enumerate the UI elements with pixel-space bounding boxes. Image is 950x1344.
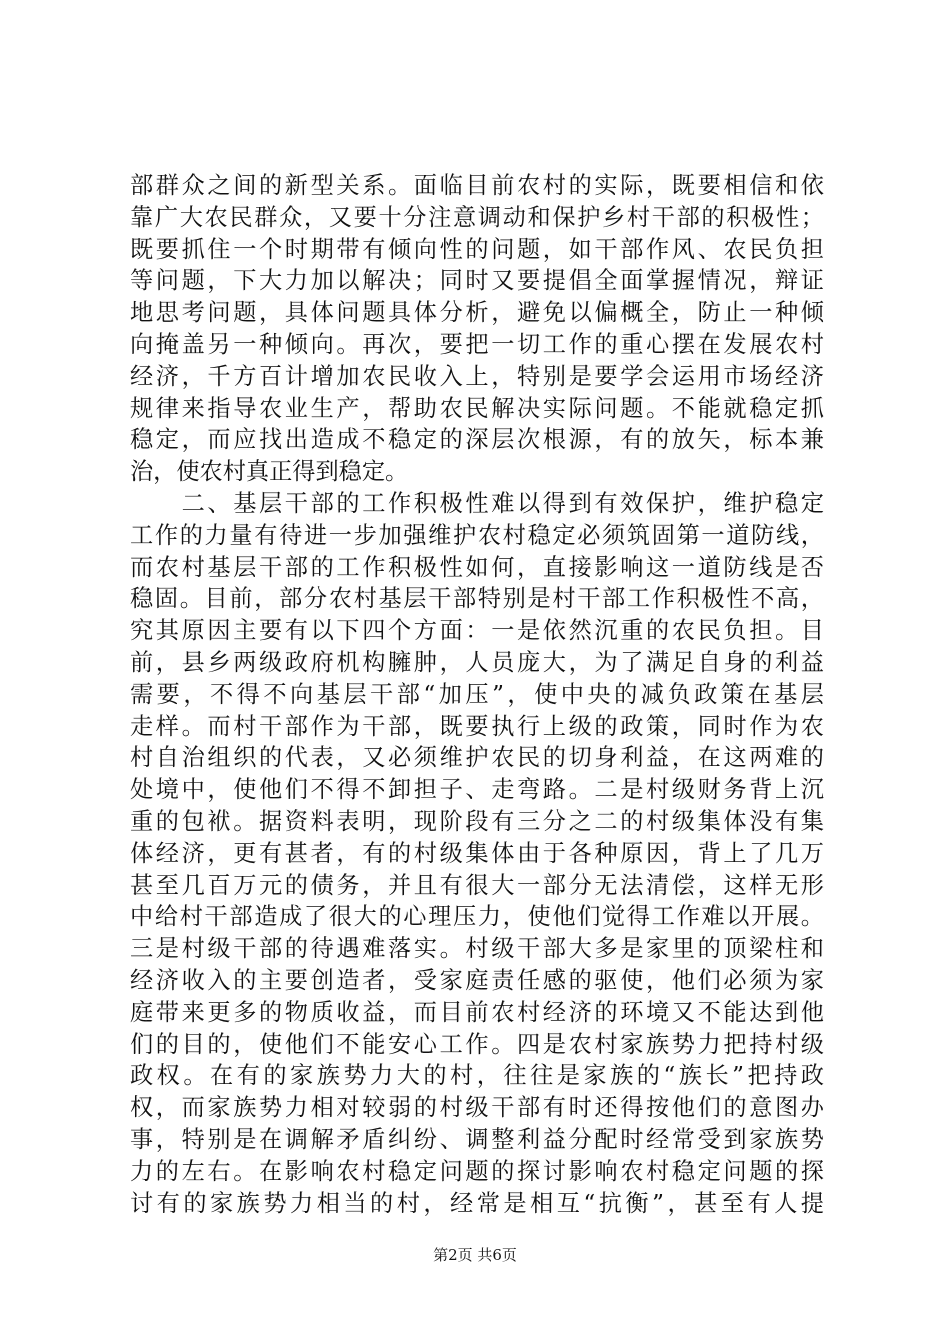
document-body	[130, 170, 824, 1219]
text-line: 向掩盖另一种倾向。再次，要把一切工作的重心摆在发展农村	[130, 330, 824, 358]
text-line: 处境中，使他们不得不卸担子、走弯路。二是村级财务背上沉	[130, 776, 824, 804]
text-line: 政权。在有的家族势力大的村，往往是家族的“族长”把持政	[130, 1062, 824, 1090]
text-line: 重的包袱。据资料表明，现阶段有三分之二的村级集体没有集	[130, 807, 824, 835]
text-line: 力的左右。在影响农村稳定问题的探讨影响农村稳定问题的探	[130, 1157, 824, 1185]
text-line: 前，县乡两级政府机构臃肿，人员庞大，为了满足自身的利益	[130, 648, 824, 676]
text-line: 地思考问题，具体问题具体分析，避免以偏概全，防止一种倾	[130, 299, 824, 327]
text-line: 经济，千方百计增加农民收入上，特别是要学会运用市场经济	[130, 362, 824, 390]
text-line: 稳固。目前，部分农村基层干部特别是村干部工作积极性不高，	[130, 585, 824, 613]
paragraph-last-line: 治，使农村真正得到稳定。	[130, 458, 409, 486]
page-number-label: 第2页 共6页	[433, 1246, 517, 1264]
text-line: 们的目的，使他们不能安心工作。四是农村家族势力把持村级	[130, 1030, 824, 1058]
text-line: 需要，不得不向基层干部“加压”，使中央的减负政策在基层	[130, 680, 824, 708]
text-line: 部群众之间的新型关系。面临目前农村的实际，既要相信和依	[130, 172, 824, 199]
text-line: 工作的力量有待进一步加强维护农村稳定必须筑固第一道防线，	[130, 521, 824, 549]
text-line: 走样。而村干部作为干部，既要执行上级的政策，同时作为农	[130, 712, 824, 740]
text-line: 二、基层干部的工作积极性难以得到有效保护，维护稳定	[130, 489, 824, 517]
text-line: 靠广大农民群众，又要十分注意调动和保护乡村干部的积极性；	[130, 203, 824, 231]
text-line: 庭带来更多的物质收益，而目前农村经济的环境又不能达到他	[130, 998, 824, 1026]
text-line: 权，而家族势力相对较弱的村级干部有时还得按他们的意图办	[130, 1094, 824, 1122]
text-line: 甚至几百万元的债务，并且有很大一部分无法清偿，这样无形	[130, 871, 824, 899]
text-line: 体经济，更有甚者，有的村级集体由于各种原因，背上了几万	[130, 839, 824, 867]
text-line: 稳定，而应找出造成不稳定的深层次根源，有的放矢，标本兼	[130, 426, 824, 454]
text-line: 中给村干部造成了很大的心理压力，使他们觉得工作难以开展。	[130, 903, 824, 931]
text-line: 究其原因主要有以下四个方面：一是依然沉重的农民负担。目	[130, 617, 824, 645]
text-line: 三是村级干部的待遇难落实。村级干部大多是家里的顶梁柱和	[130, 935, 824, 963]
text-line: 事，特别是在调解矛盾纠纷、调整利益分配时经常受到家族势	[130, 1125, 824, 1153]
page-footer	[0, 1245, 950, 1265]
text-line: 村自治组织的代表，又必须维护农民的切身利益，在这两难的	[130, 744, 824, 772]
text-line: 规律来指导农业生产，帮助农民解决实际问题。不能就稳定抓	[130, 394, 824, 422]
text-line: 经济收入的主要创造者，受家庭责任感的驱使，他们必须为家	[130, 966, 824, 994]
text-line: 既要抓住一个时期带有倾向性的问题，如干部作风、农民负担	[130, 235, 824, 263]
text-line: 而农村基层干部的工作积极性如何，直接影响这一道防线是否	[130, 553, 824, 581]
text-line: 讨有的家族势力相当的村，经常是相互“抗衡”，甚至有人提	[130, 1189, 824, 1217]
text-line: 等问题，下大力加以解决；同时又要提倡全面掌握情况，辩证	[130, 267, 824, 295]
